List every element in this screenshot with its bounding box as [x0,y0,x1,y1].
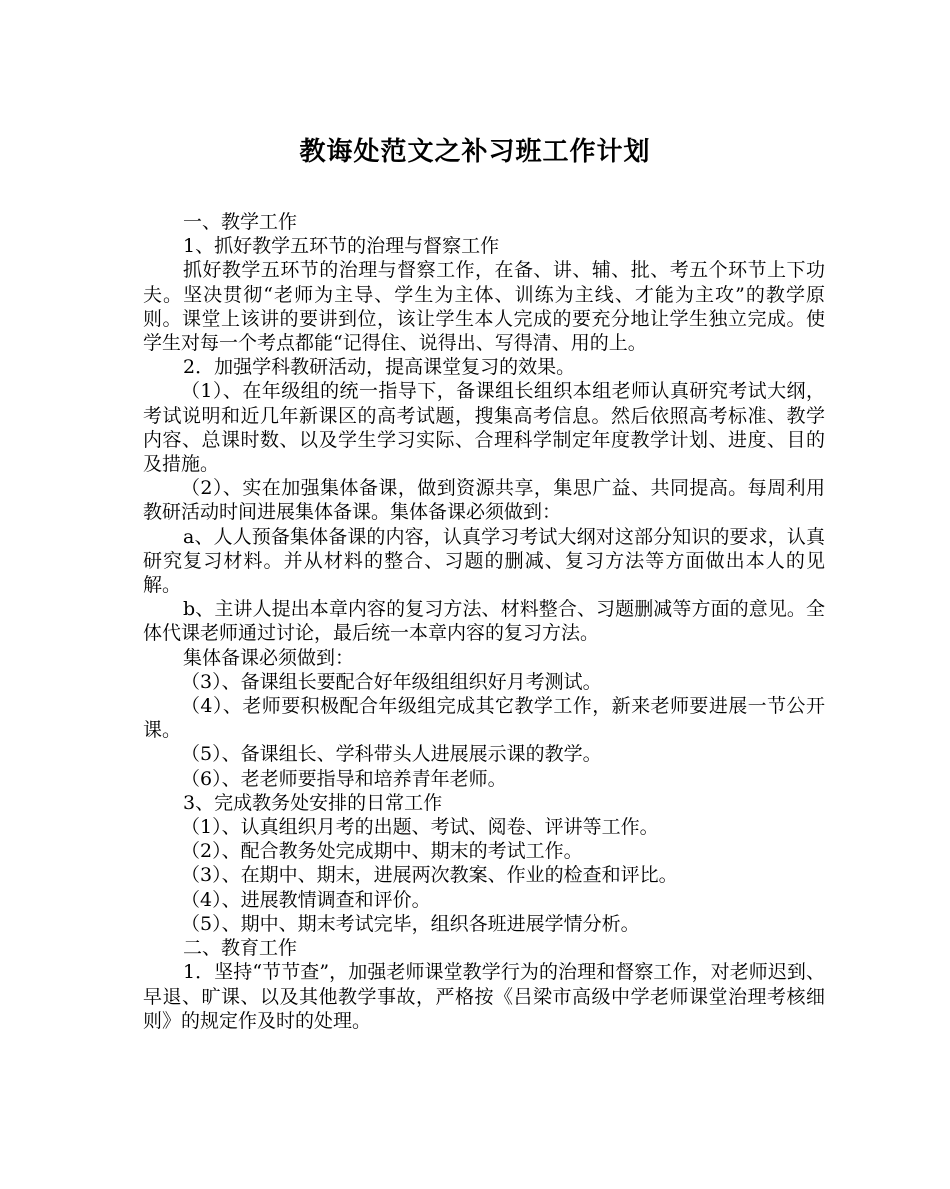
subsection-heading-3: 3、完成教务处安排的日常工作 [183,791,443,814]
list-item: （2）、配合教务处完成期中、期末的考试工作。 [181,840,583,863]
section-heading-education: 二、教育工作 [183,937,298,960]
list-item: a、人人预备集体备课的内容，认真学习考试大纲对这部分知识的要求，认真研究复习材料。并从材料的整合、习题的删减、复习方法等方面做出本人的见解。 [143,525,825,597]
list-item: （3）、在期中、期末，进展两次教案、作业的检查和评比。 [181,864,678,887]
document-title: 教诲处范文之补习班工作计划 [299,137,651,167]
list-item: （3）、备课组长要配合好年级组组织好月考测试。 [181,670,602,693]
document-body [143,210,825,1033]
list-item: （5）、期中、期末考试完毕，组织各班进展学情分析。 [181,912,640,935]
list-item: （1）、在年级组的统一指导下，备课组长组织本组老师认真研究考试大纲，考试说明和近几年新课区的高考试题，搜集高考信息。然后依照高考标准、教学内容、总课时数、以及学生学习实际、合理科学制定年度教学计划、进度、目的及措施。 [143,380,825,476]
paragraph: 1．坚持“节节查”，加强老师课堂教学行为的治理和督察工作，对老师迟到、早退、旷课、以及其他教学事故，严格按《吕梁市高级中学老师课堂治理考核细则》的规定作及时的处理。 [143,961,825,1032]
list-item: （6）、老老师要指导和培养青年老师。 [181,767,507,790]
list-item: （1）、认真组织月考的出题、考试、阅卷、评讲等工作。 [181,816,659,839]
list-item: （4）、进展教情调查和评价。 [181,888,431,911]
subsection-heading-2: 2．加强学科教研活动，提高课堂复习的效果。 [183,356,576,379]
list-item: （4）、老师要积极配合年级组完成其它教学工作，新来老师要进展一节公开课。 [143,695,825,742]
list-item: b、主讲人提出本章内容的复习方法、材料整合、习题删减等方面的意见。全体代课老师通过讨论，最后统一本章内容的复习方法。 [143,598,825,645]
subsection-heading-1: 1、抓好教学五环节的治理与督察工作 [183,235,500,258]
list-item: （5）、备课组长、学科带头人进展展示课的教学。 [181,743,602,766]
paragraph: 集体备课必须做到： [183,646,355,669]
list-item: （2）、实在加强集体备课，做到资源共享，集思广益、共同提高。每周利用教研活动时间进展集体备课。集体备课必须做到： [143,477,825,524]
section-heading-teaching: 一、教学工作 [183,211,298,233]
paragraph: 抓好教学五环节的治理与督察工作，在备、讲、辅、批、考五个环节上下功夫。坚决贯彻“老师为主导、学生为主体、训练为主线、才能为主攻”的教学原则。课堂上该讲的要讲到位，该让学生本人完成的要充分地让学生独立完成。使学生对每一个考点都能“记得住、说得出、写得清、用的上。 [143,259,825,355]
